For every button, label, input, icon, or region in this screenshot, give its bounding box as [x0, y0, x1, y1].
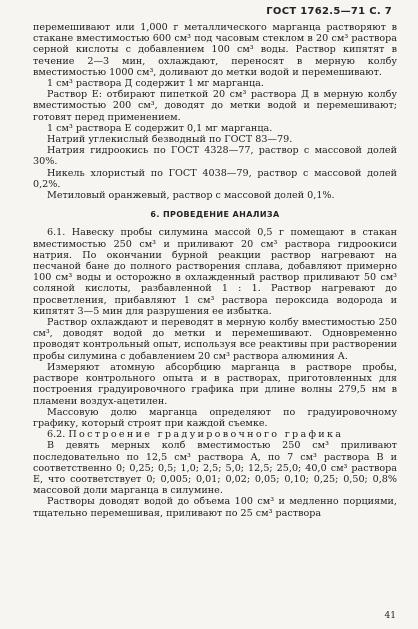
paragraph: Раствор Е: отбирают пипеткой 20 см³ раствора Д в мерную колбу вместимостью 200 см³, доводят до метки водой и перемешивают; готовят перед применением. [33, 89, 397, 123]
document-body [33, 22, 397, 519]
page-number: 41 [384, 611, 396, 621]
paragraph: Растворы доводят водой до объема 100 см³ и медленно порциями, тщательно перемешивая, приливают по 25 см³ раствора [33, 496, 397, 519]
paragraph: 1 см³ раствора Е содержит 0,1 мг марганца. [47, 122, 273, 134]
section-title: 6. ПРОВЕДЕНИЕ АНАЛИЗА [150, 210, 280, 220]
page-header: ГОСТ 1762.5—71 С. 7 [266, 6, 392, 17]
paragraph: Натрия гидроокись по ГОСТ 4328—77, раствор с массовой долей 30%. [33, 145, 397, 168]
paragraph: Измеряют атомную абсорбцию марганца в растворе пробы, растворе контрольного опыта и в растворах, приготовленных для построения градуировочного графика при длине волны 279,5 нм в пламени воздух-ацетилен. [33, 361, 397, 407]
subsection-heading [33, 429, 397, 440]
paragraph: Массовую долю марганца определяют по градуировочному графику, который строят при каждой съемке. [33, 406, 397, 429]
paragraph: 6.1. Навеску пробы силумина массой 0,5 г помещают в стакан вместимостью 250 см³ и приливают 20 см³ раствора гидроокиси натрия. По окончании бурной реакции раствор нагревают на песчаной бане до полного растворения сплава, добавляют примерно 100 см³ воды и осторожно в охлажденный раствор приливают 50 см³ соляной кислоты, разбавленной 1 : 1. Раствор нагревают до просветления, прибавляют 1 см³ раствора пероксида водорода и кипятят 3—5 мин для разрушения ее избытка. [33, 227, 397, 317]
paragraph: Раствор охлаждают и переводят в мерную колбу вместимостью 250 см³, доводят водой до метки и перемешивают. Одновременно проводят контрольный опыт, используя все реактивы при растворении пробы силумина с добавлением 20 см³ раствора алюминия А. [33, 317, 397, 362]
paragraph: В девять мерных колб вместимостью 250 см³ приливают последовательно по 12,5 см³ раствора А, по 7 см³ раствора В и соответственно 0; 0,25; 0,5; 1,0; 2,5; 5,0; 12,5; 25,0; 40,0 см³ раствора Е, что соответствует 0; 0,005; 0,01; 0,02; 0,05; 0,10; 0,25; 0,50; 0,8% массовой доли марганца в силумине. [33, 440, 397, 497]
paragraph: Натрий углекислый безводный по ГОСТ 83—79. [47, 134, 293, 146]
subsection-title: Построение градуировочного графика [68, 429, 344, 441]
paragraph: Никель хлористый по ГОСТ 4038—79, раствор с массовой долей 0,2%. [33, 167, 397, 190]
paragraph: перемешивают или 1,000 г металлического марганца растворяют в стакане вместимостью 600 см³ под часовым стеклом в 20 см³ раствора серной кислоты с добавлением 100 см³ воды. Раствор кипятят в течение 2—3 мин, охлаждают, переносят в мерную колбу вместимостью 1000 см³, доливают до метки водой и перемешивают. [33, 22, 397, 78]
paragraph: 1 см³ раствора Д содержит 1 мг марганца. [47, 78, 264, 90]
subsection-number: 6.2. [47, 429, 66, 441]
paragraph: Метиловый оранжевый, раствор с массовой долей 0,1%. [47, 190, 335, 202]
